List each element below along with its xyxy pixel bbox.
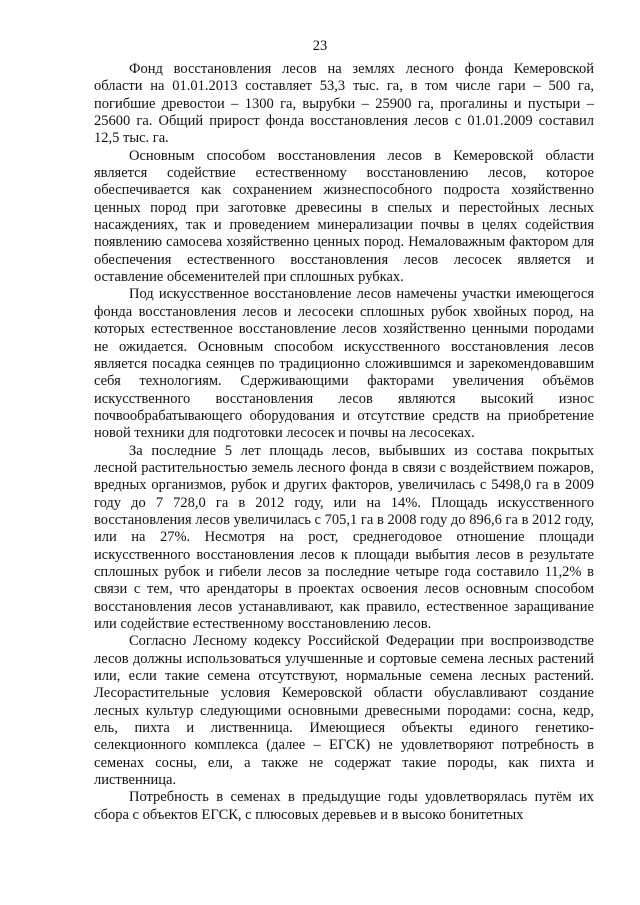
paragraph-forest-code-seeds: Согласно Лесному кодексу Российской Федерации при воспроизводстве лесов должны использоваться улучшенные и сортовые семена лесных растений или, если такие семена отсутствуют, нормальные семена лесных растений. Лесорастительные условия Кемеровской области обуславливают создание лесных культур следующими основными древесными породами: сосна, кедр, ель, пихта и лиственница. Имеющиеся объекты единого генетико-селекционного комплекса (далее – ЕГСК) не удовлетворяют потребность в семенах сосны, ели, а также не содержат такие породы, как пихта и лиственница. [94, 633, 594, 789]
page-number: 23 [312, 38, 328, 54]
paragraph-restoration-fund: Фонд восстановления лесов на землях лесного фонда Кемеровской области на 01.01.2013 составляет 53,3 тыс. га, в том числе гари – 500 га, погибшие древостои – 1300 га, вырубки – 25900 га, прогалины и пустыри – 25600 га. Общий прирост фонда восстановления лесов с 01.01.2009 составил 12,5 тыс. га. [94, 61, 594, 147]
paragraph-artificial-restoration: Под искусственное восстановление лесов намечены участки имеющегося фонда восстановления лесов и лесосеки сплошных рубок хвойных пород, на которых естественное восстановление лесов хозяйственно ценными породами не ожидается. Основным способом искусственного восстановления лесов является посадка сеянцев по традиционно сложившимся и зарекомендовавшим себя технологиям. Сдерживающими факторами увеличения объёмов искусственного восстановления лесов являются высокий износ почвообрабатывающего оборудования и отсутствие средств на приобретение новой техники для подготовки лесосек и почвы на лесосеках. [94, 286, 594, 442]
text-body [94, 61, 594, 824]
paragraph-seed-demand: Потребность в семенах в предыдущие годы удовлетворялась путём их сбора с объектов ЕГСК, с плюсовых деревьев и в высоко бонитетных [94, 789, 594, 823]
paragraph-natural-regeneration: Основным способом восстановления лесов в Кемеровской области является содействие естественному восстановлению лесов, которое обеспечивается как сохранением жизнеспособного подроста хозяйственно ценных пород при заготовке древесины в спелых и перестойных лесных насаждениях, так и проведением минерализации почвы в целях содействия появлению самосева хозяйственно ценных пород. Немаловажным фактором для обеспечения естественного восстановления лесов лесосек является и оставление обсеменителей при сплошных рубках. [94, 147, 594, 286]
paragraph-five-year-dynamics: За последние 5 лет площадь лесов, выбывших из состава покрытых лесной растительностью земель лесного фонда в связи с воздействием пожаров, вредных организмов, рубок и других факторов, увеличилась с 5498,0 га в 2009 году до 7 728,0 га в 2012 году, или на 14%. Площадь искусственного восстановления лесов увеличилась с 705,1 га в 2008 году до 896,6 га в 2012 году, или на 27%. Несмотря на рост, среднегодовое отношение площади искусственного восстановления лесов к площади выбытия лесов в результате сплошных рубок и гибели лесов за последние четыре года составило 11,2% в связи с тем, что арендаторы в проектах освоения лесов основным способом восстановления лесов устанавливают, как правило, естественное заращивание или содействие естественному восстановлению лесов. [94, 442, 594, 632]
